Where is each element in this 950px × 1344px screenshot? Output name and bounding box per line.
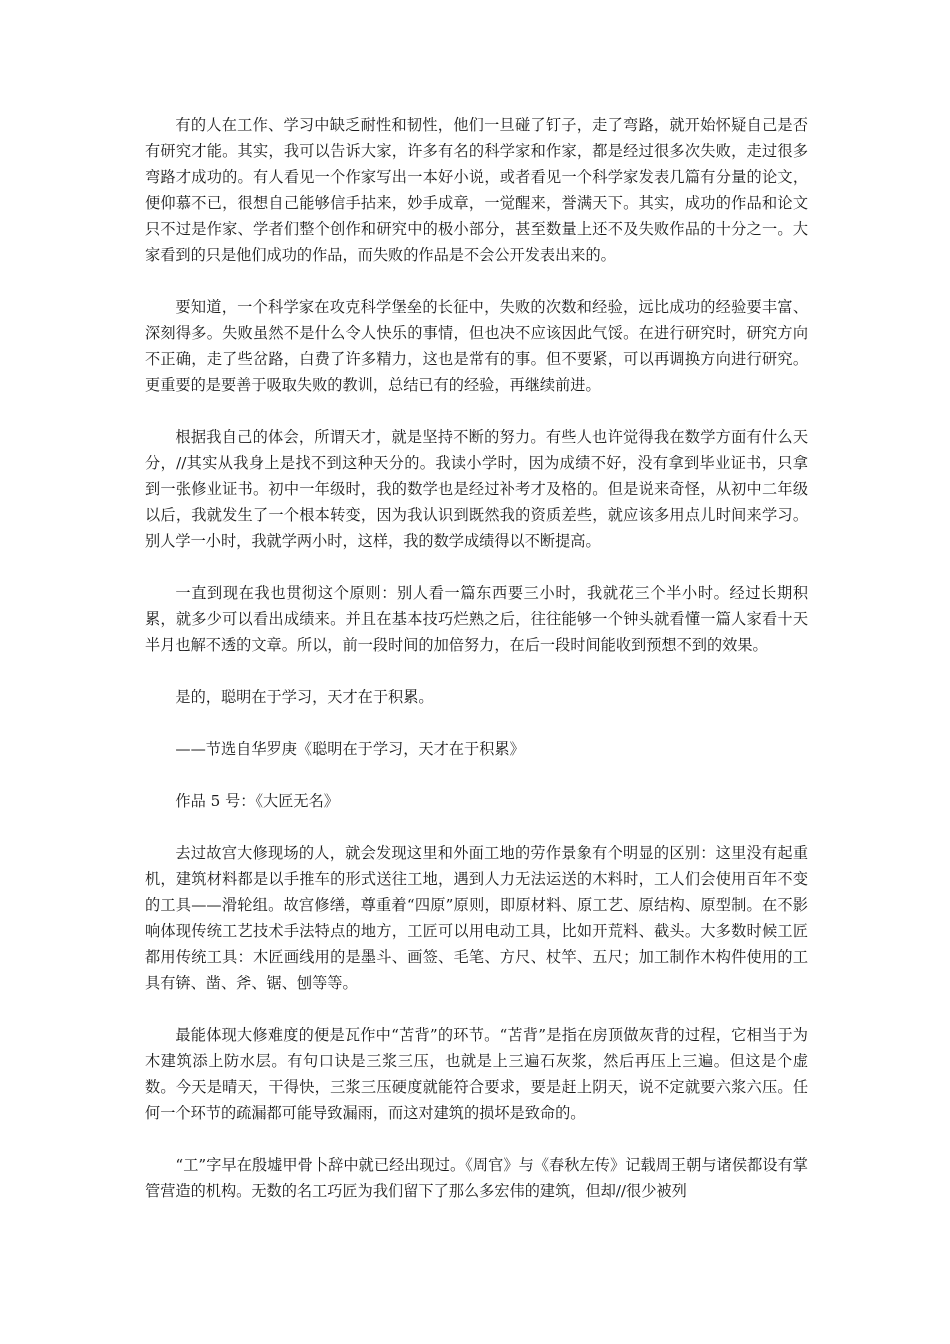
paragraph-7: “工”字早在殷墟甲骨卜辞中就已经出现过。《周官》与《春秋左传》记载周王朝与诸侯都设有掌管营造的机构。无数的名工巧匠为我们留下了那么多宏伟的建筑，但却//很少被列 — [145, 1156, 808, 1200]
paragraph-3: 根据我自己的体会，所谓天才，就是坚持不断的努力。有些人也许觉得我在数学方面有什么天分，//其实从我身上是找不到这种天分的。我读小学时，因为成绩不好，没有拿到毕业证书，只拿到一张修业证书。初中一年级时，我的数学也是经过补考才及格的。但是说来奇怪，从初中二年级以后，我就发生了一个根本转变，因为我认识到既然我的资质差些，就应该多用点儿时间来学习。别人学一小时，我就学两小时，这样，我的数学成绩得以不断提高。 — [145, 428, 808, 550]
work-heading: 作品 5 号：《大匠无名》 — [175, 792, 339, 810]
paragraph-2: 要知道，一个科学家在攻克科学堡垒的长征中，失败的次数和经验，远比成功的经验要丰富、深刻得多。失败虽然不是什么令人快乐的事情，但也决不应该因此气馁。在进行研究时，研究方向不正确，走了些岔路，白费了许多精力，这也是常有的事。但不要紧，可以再调换方向进行研究。更重要的是要善于吸取失败的教训，总结已有的经验，再继续前进。 — [145, 298, 808, 394]
paragraph-4: 一直到现在我也贯彻这个原则：别人看一篇东西要三小时，我就花三个半小时。经过长期积累，就多少可以看出成绩来。并且在基本技巧烂熟之后，往往能够一个钟头就看懂一篇人家看十天半月也解不透的文章。所以，前一段时间的加倍努力，在后一段时间能收到预想不到的效果。 — [145, 584, 808, 654]
source-citation: ——节选自华罗庚《聪明在于学习，天才在于积累》 — [175, 740, 525, 758]
paragraph-6: 最能体现大修难度的便是瓦作中“苫背”的环节。“苫背”是指在房顶做灰背的过程，它相当于为木建筑添上防水层。有句口诀是三浆三压，也就是上三遍石灰浆，然后再压上三遍。但这是个虚数。今天是晴天，干得快，三浆三压硬度就能符合要求，要是赶上阴天，说不定就要六浆六压。任何一个环节的疏漏都可能导致漏雨，而这对建筑的损坏是致命的。 — [145, 1026, 808, 1122]
paragraph-5: 去过故宫大修现场的人，就会发现这里和外面工地的劳作景象有个明显的区别：这里没有起重机，建筑材料都是以手推车的形式送往工地，遇到人力无法运送的木料时，工人们会使用百年不变的工具——滑轮组。故宫修缮，尊重着“四原”原则，即原材料、原工艺、原结构、原型制。在不影响体现传统工艺技术手法特点的地方，工匠可以用电动工具，比如开荒料、截头。大多数时候工匠都用传统工具：木匠画线用的是墨斗、画签、毛笔、方尺、杖竿、五尺；加工制作木构件使用的工具有锛、凿、斧、锯、刨等等。 — [145, 844, 808, 992]
document-body — [145, 112, 808, 1204]
paragraph-1: 有的人在工作、学习中缺乏耐性和韧性，他们一旦碰了钉子，走了弯路，就开始怀疑自己是否有研究才能。其实，我可以告诉大家，许多有名的科学家和作家，都是经过很多次失败，走过很多弯路才成功的。有人看见一个作家写出一本好小说，或者看见一个科学家发表几篇有分量的论文，便仰慕不已，很想自己能够信手拈来，妙手成章，一觉醒来，誉满天下。其实，成功的作品和论文只不过是作家、学者们整个创作和研究中的极小部分，甚至数量上还不及失败作品的十分之一。大家看到的只是他们成功的作品，而失败的作品是不会公开发表出来的。 — [145, 116, 808, 264]
conclusion-line: 是的，聪明在于学习，天才在于积累。 — [175, 688, 434, 706]
